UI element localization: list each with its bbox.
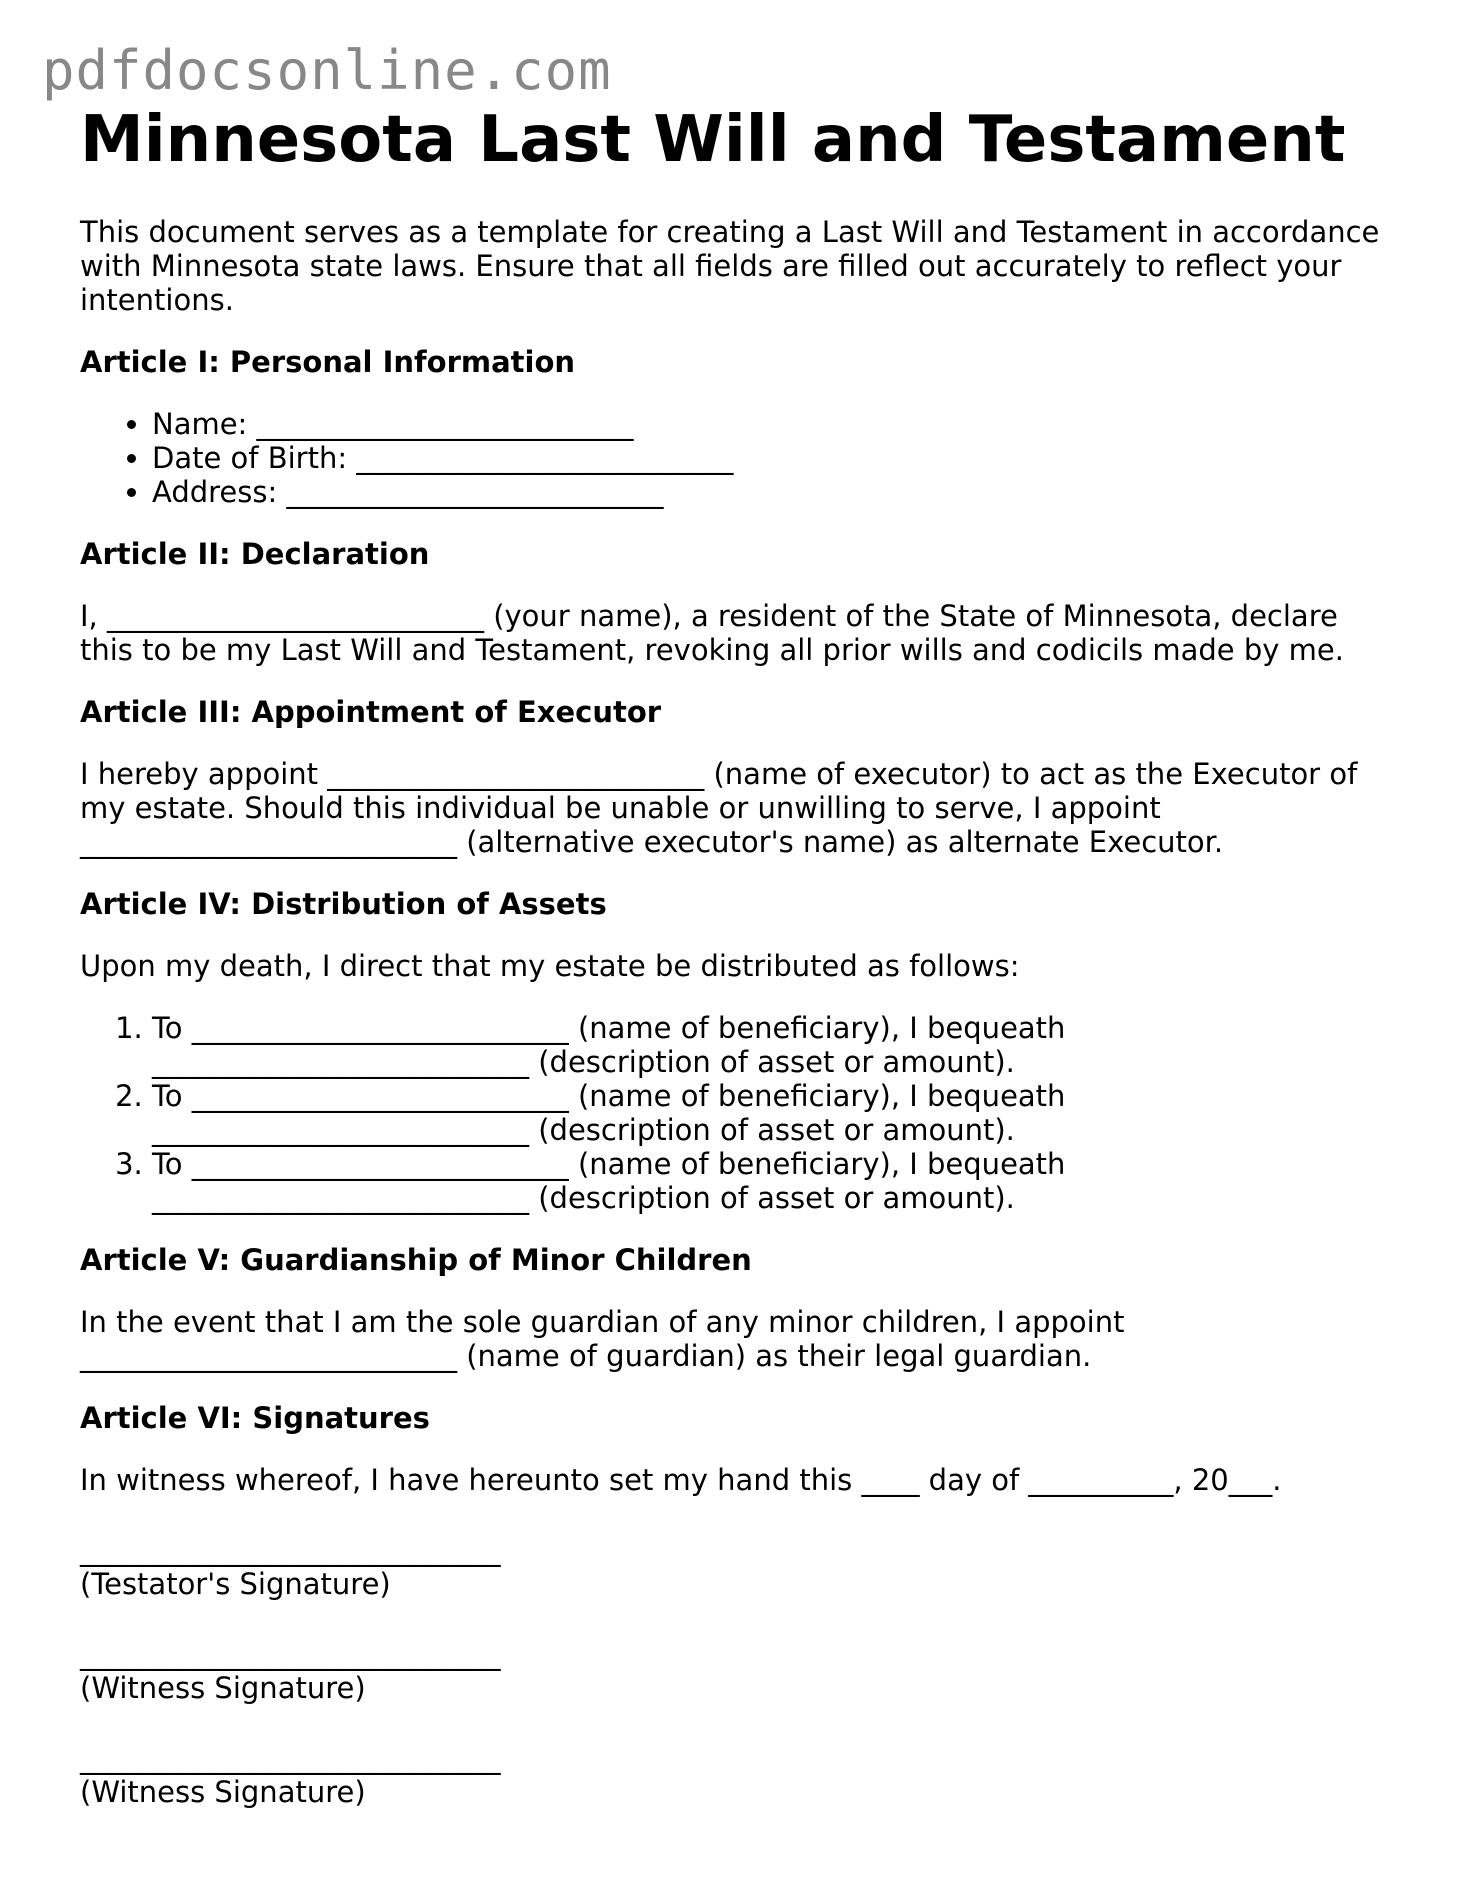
intro-paragraph: This document serves as a template for creating a Last Will and Testament in accordance with Minnesota state laws. Ensure that all fields are filled out accurately to reflect your intentions. [80, 214, 1380, 317]
signature-line: _____________________________ [80, 1532, 501, 1567]
article-2-heading: Article II: Declaration [80, 536, 430, 571]
page-title: Minnesota Last Will and Testament [80, 103, 1346, 177]
signature-label: (Witness Signature) [80, 1774, 366, 1809]
executor-paragraph: I hereby appoint __________________________ (name of executor) to act as the Executor of my estate. Should this individual be unable or unwilling to serve, I appoint __________________________ (alternative executor's name) as alternate Executor. [80, 756, 1358, 859]
signature-line: _____________________________ [80, 1740, 501, 1775]
document-page [80, 105, 1390, 1845]
testator-signature-block [80, 1533, 1390, 1601]
list-item: • Date of Birth: __________________________ [152, 441, 1390, 475]
declaration-paragraph: I, __________________________ (your name), a resident of the State of Minnesota, declare this to be my Last Will and Testament, revoking all prior wills and codicils made by me. [80, 598, 1344, 667]
witness-signature-block [80, 1637, 1390, 1705]
article-3-heading: Article III: Appointment of Executor [80, 694, 662, 729]
article-6-heading: Article VI: Signatures [80, 1400, 430, 1435]
distribution-paragraph: Upon my death, I direct that my estate be distributed as follows: [80, 948, 1020, 983]
article-4-heading: Article IV: Distribution of Assets [80, 886, 607, 921]
article-5-heading: Article V: Guardianship of Minor Children [80, 1242, 752, 1277]
list-item: 2. To __________________________ (name of beneficiary), I bequeath __________________________ (description of asset or amount). [152, 1079, 1390, 1147]
beneficiary-list [80, 1011, 1390, 1215]
signature-label: (Witness Signature) [80, 1670, 366, 1705]
article-1-heading: Article I: Personal Information [80, 344, 576, 379]
signature-line: _____________________________ [80, 1636, 501, 1671]
list-item: • Address: __________________________ [152, 475, 1390, 509]
signature-label: (Testator's Signature) [80, 1566, 391, 1601]
watermark: pdfdocsonline.com [42, 39, 612, 102]
witness-signature-block [80, 1741, 1390, 1809]
witness-paragraph: In witness whereof, I have hereunto set my hand this ____ day of __________, 20___. [80, 1462, 1282, 1497]
list-item: 3. To __________________________ (name of beneficiary), I bequeath __________________________ (description of asset or amount). [152, 1147, 1390, 1215]
list-item: 1. To __________________________ (name of beneficiary), I bequeath __________________________ (description of asset or amount). [152, 1011, 1390, 1079]
list-item: • Name: __________________________ [152, 407, 1390, 441]
personal-info-list [80, 407, 1390, 509]
guardianship-paragraph: In the event that I am the sole guardian of any minor children, I appoint __________________________ (name of guardian) as their legal guardian. [80, 1304, 1125, 1373]
